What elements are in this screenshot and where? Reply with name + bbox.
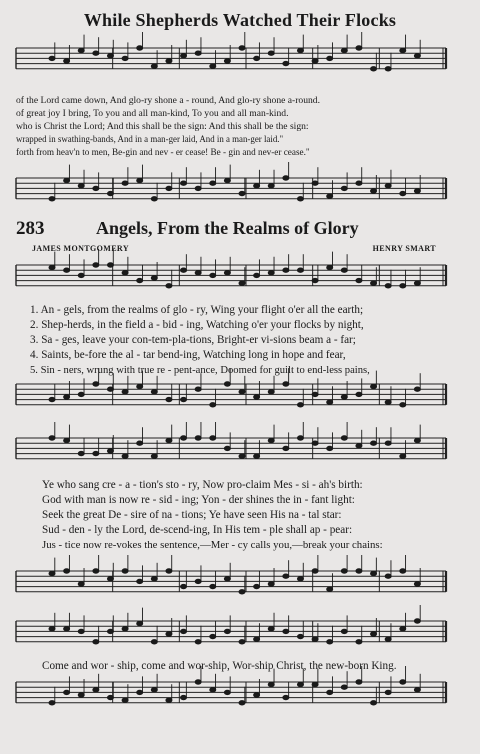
note-head [268, 51, 274, 55]
note-head [283, 629, 289, 633]
note-head [371, 441, 377, 445]
note-head [327, 265, 333, 269]
note-head [400, 454, 406, 458]
note-head [166, 397, 172, 401]
note-head [371, 189, 377, 193]
note-head [195, 640, 201, 644]
note-head [78, 451, 84, 455]
note-head [283, 695, 289, 699]
note-head [122, 56, 128, 60]
note-head [195, 579, 201, 583]
note-head [151, 577, 157, 581]
note-head [385, 637, 391, 641]
note-head [151, 688, 157, 692]
note-head [224, 382, 230, 386]
note-head [210, 273, 216, 277]
note-head [93, 382, 99, 386]
hymn1-verse-line: wrapped in swathing-bands, And in a man-ger laid, And in a man-ger laid." [16, 134, 284, 144]
note-head [254, 584, 260, 588]
note-head [400, 48, 406, 52]
note-head [254, 395, 260, 399]
note-head [122, 454, 128, 458]
note-head [341, 48, 347, 52]
note-head [181, 54, 187, 58]
note-head [93, 451, 99, 455]
hymn2-verse-line: Jus - tice now re-vokes the sentence,—Mer - cy calls you,—break your chains: [42, 539, 383, 551]
note-head [224, 629, 230, 633]
note-head [49, 56, 55, 60]
note-head [268, 271, 274, 275]
hymn2-verse-line: 5. Sin - ners, wrung with true re - pent-ance, Doomed for guilt to end-less pains, [30, 365, 370, 376]
note-head [181, 268, 187, 272]
note-head [210, 403, 216, 407]
note-head [151, 276, 157, 280]
note-head [239, 390, 245, 394]
note-head [78, 582, 84, 586]
note-head [224, 446, 230, 450]
note-head [195, 186, 201, 190]
note-head [385, 690, 391, 694]
note-head [254, 454, 260, 458]
note-head [371, 701, 377, 705]
note-head [297, 403, 303, 407]
note-head [414, 387, 420, 391]
note-head [151, 390, 157, 394]
note-head [400, 403, 406, 407]
note-head [181, 584, 187, 588]
note-head [93, 51, 99, 55]
note-head [224, 178, 230, 182]
note-head [327, 446, 333, 450]
note-head [414, 54, 420, 58]
note-head [49, 701, 55, 705]
note-head [297, 577, 303, 581]
hymn1-title: While Shepherds Watched Their Flocks [83, 10, 397, 30]
note-head [414, 438, 420, 442]
note-head [78, 693, 84, 697]
hymn2-verse-line: Ye who sang cre - a - tion's sto - ry, Now pro-claim Mes - si - ah's birth: [42, 479, 363, 491]
note-head [312, 569, 318, 573]
note-head [327, 690, 333, 694]
note-head [327, 194, 333, 198]
note-head [78, 392, 84, 396]
note-head [356, 680, 362, 684]
note-head [327, 587, 333, 591]
note-head [107, 449, 113, 453]
note-head [181, 695, 187, 699]
note-head [297, 48, 303, 52]
note-head [224, 690, 230, 694]
note-head [400, 680, 406, 684]
note-head [283, 176, 289, 180]
note-head [151, 197, 157, 201]
note-head [239, 701, 245, 705]
note-head [385, 441, 391, 445]
note-head [341, 395, 347, 399]
note-head [93, 186, 99, 190]
note-head [239, 46, 245, 50]
note-head [268, 390, 274, 394]
hymn1-verse-line: who is Christ the Lord; And this shall be the sign: And this shall be the sign: [16, 121, 309, 132]
note-head [327, 56, 333, 60]
note-head [224, 577, 230, 581]
hymn2-verse-line: 1. An - gels, from the realms of glo - ry, Wing your flight o'er all the earth; [30, 304, 364, 316]
note-head [93, 263, 99, 267]
note-head [385, 67, 391, 71]
note-head [137, 441, 143, 445]
note-head [297, 682, 303, 686]
note-head [166, 284, 172, 288]
note-head [254, 56, 260, 60]
note-head [414, 688, 420, 692]
note-head [107, 577, 113, 581]
note-head [210, 584, 216, 588]
note-head [414, 189, 420, 193]
note-head [254, 184, 260, 188]
note-head [195, 51, 201, 55]
note-head [137, 46, 143, 50]
note-head [239, 590, 245, 594]
note-head [78, 629, 84, 633]
note-head [385, 574, 391, 578]
hymn2-verse-line: God with man is now re - sid - ing; Yon - der shines the in - fant light: [42, 494, 355, 506]
note-head [371, 571, 377, 575]
note-head [151, 454, 157, 458]
note-head [283, 268, 289, 272]
note-head [64, 690, 70, 694]
note-head [93, 640, 99, 644]
note-head [414, 582, 420, 586]
note-head [122, 390, 128, 394]
note-head [49, 627, 55, 631]
note-head [414, 619, 420, 623]
note-head [327, 640, 333, 644]
note-head [166, 186, 172, 190]
note-head [210, 436, 216, 440]
note-head [195, 436, 201, 440]
note-head [400, 191, 406, 195]
note-head [210, 688, 216, 692]
note-head [107, 695, 113, 699]
note-head [49, 436, 55, 440]
note-head [107, 263, 113, 267]
note-head [239, 454, 245, 458]
note-head [151, 640, 157, 644]
note-head [122, 698, 128, 702]
note-head [341, 685, 347, 689]
note-head [239, 281, 245, 285]
note-head [356, 392, 362, 396]
note-head [312, 682, 318, 686]
note-head [64, 59, 70, 63]
note-head [195, 680, 201, 684]
note-head [107, 629, 113, 633]
note-head [297, 268, 303, 272]
note-head [137, 384, 143, 388]
note-head [371, 67, 377, 71]
note-head [166, 59, 172, 63]
note-head [254, 637, 260, 641]
note-head [210, 634, 216, 638]
note-head [151, 64, 157, 68]
hymn2-verse-line: 3. Sa - ges, leave your con-tem-pla-tions, Bright-er vi-sions beam a - far; [30, 334, 356, 346]
note-head [312, 392, 318, 396]
note-head [356, 278, 362, 282]
note-head [356, 569, 362, 573]
note-head [268, 627, 274, 631]
note-head [312, 59, 318, 63]
note-head [64, 178, 70, 182]
note-head [297, 197, 303, 201]
note-head [312, 637, 318, 641]
note-head [341, 186, 347, 190]
note-head [49, 397, 55, 401]
note-head [64, 438, 70, 442]
note-head [371, 632, 377, 636]
note-head [93, 569, 99, 573]
note-head [400, 569, 406, 573]
note-head [78, 48, 84, 52]
note-head [254, 693, 260, 697]
note-head [210, 181, 216, 185]
note-head [181, 397, 187, 401]
note-head [137, 621, 143, 625]
note-head [341, 268, 347, 272]
note-head [312, 181, 318, 185]
hymn1-verse-line: of the Lord came down, And glo-ry shone a - round, And glo-ry shone a-round. [16, 95, 321, 106]
hymn1-verse-line: of great joy I bring, To you and all man-kind, To you and all man-kind. [16, 108, 289, 119]
note-head [49, 571, 55, 575]
note-head [239, 640, 245, 644]
note-head [283, 61, 289, 65]
note-head [166, 438, 172, 442]
composer-credit: HENRY SMART [372, 244, 436, 253]
note-head [356, 181, 362, 185]
note-head [195, 271, 201, 275]
refrain-line: Come and wor - ship, come and wor-ship, Wor-ship Christ, the new-born King. [42, 660, 397, 672]
note-head [254, 273, 260, 277]
note-head [297, 634, 303, 638]
note-head [137, 178, 143, 182]
hymn2-title: Angels, From the Realms of Glory [96, 218, 359, 238]
note-head [166, 632, 172, 636]
note-head [107, 191, 113, 195]
note-head [64, 627, 70, 631]
note-head [137, 690, 143, 694]
note-head [224, 59, 230, 63]
note-head [327, 400, 333, 404]
note-head [239, 191, 245, 195]
note-head [283, 574, 289, 578]
note-head [181, 629, 187, 633]
note-head [166, 698, 172, 702]
note-head [49, 265, 55, 269]
note-head [64, 268, 70, 272]
note-head [312, 441, 318, 445]
note-head [385, 400, 391, 404]
note-head [283, 446, 289, 450]
note-head [341, 436, 347, 440]
note-head [64, 569, 70, 573]
note-head [371, 384, 377, 388]
note-head [93, 688, 99, 692]
note-head [122, 181, 128, 185]
note-head [210, 64, 216, 68]
note-head [268, 438, 274, 442]
note-head [137, 579, 143, 583]
note-head [297, 436, 303, 440]
note-head [181, 181, 187, 185]
note-head [181, 436, 187, 440]
note-head [107, 387, 113, 391]
note-head [224, 271, 230, 275]
note-head [400, 627, 406, 631]
note-head [166, 569, 172, 573]
note-head [268, 582, 274, 586]
note-head [356, 640, 362, 644]
note-head [64, 395, 70, 399]
note-head [122, 271, 128, 275]
note-head [385, 184, 391, 188]
note-head [283, 382, 289, 386]
note-head [137, 278, 143, 282]
hymn1-verse-line: forth from heav'n to men, Be-gin and nev - er cease! Be - gin and nev-er cease." [16, 147, 310, 157]
note-head [371, 281, 377, 285]
note-head [400, 284, 406, 288]
hymn2-verse-line: Sud - den - ly the Lord, de-scend-ing, In His tem - ple shall ap - pear: [42, 524, 353, 536]
note-head [414, 281, 420, 285]
note-head [78, 184, 84, 188]
note-head [268, 682, 274, 686]
note-head [268, 184, 274, 188]
note-head [122, 569, 128, 573]
note-head [195, 387, 201, 391]
note-head [341, 629, 347, 633]
hymn2-verse-line: 4. Saints, be-fore the al - tar bend-ing, Watching long in hope and fear, [30, 349, 346, 361]
author-credit: JAMES MONTGOMERY [32, 244, 130, 253]
note-head [122, 627, 128, 631]
hymn2-verse-line: Seek the great De - sire of na - tions; Ye have seen His na - tal star: [42, 509, 342, 521]
note-head [356, 444, 362, 448]
note-head [49, 197, 55, 201]
note-head [107, 54, 113, 58]
note-head [385, 284, 391, 288]
note-head [356, 46, 362, 50]
hymn-number: 283 [16, 218, 45, 239]
note-head [78, 273, 84, 277]
note-head [341, 569, 347, 573]
note-head [312, 278, 318, 282]
hymn2-verse-line: 2. Shep-herds, in the field a - bid - ing, Watching o'er your flocks by night, [30, 319, 364, 331]
